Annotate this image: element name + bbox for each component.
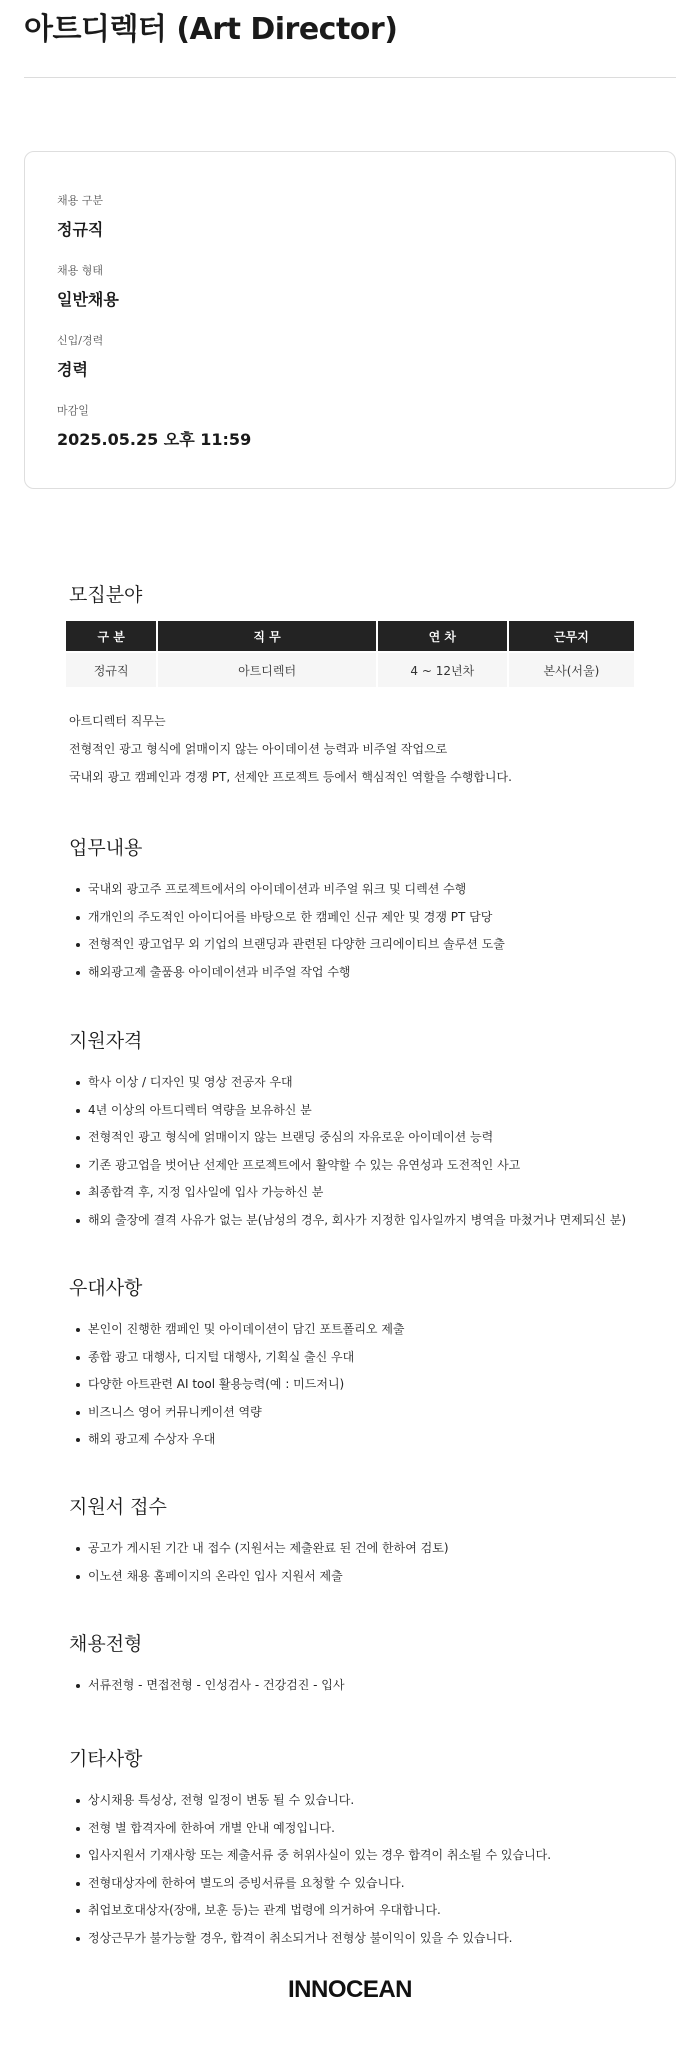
description-line: 전형적인 광고 형식에 얽매이지 않는 아이데이션 능력과 비주얼 작업으로 <box>69 742 448 756</box>
preferred-list <box>74 1316 405 1454</box>
summary-item-type <box>57 192 103 240</box>
table-cell: 본사(서울) <box>509 651 634 687</box>
list-item: 학사 이상 / 디자인 및 영상 전공자 우대 <box>74 1069 626 1097</box>
summary-item-deadline <box>57 402 251 450</box>
list-item: 종합 광고 대행사, 디지털 대행사, 기획실 출신 우대 <box>74 1344 405 1372</box>
duties-list <box>74 876 505 986</box>
description-line: 아트디렉터 직무는 <box>69 714 166 728</box>
summary-label: 신입/경력 <box>57 334 104 347</box>
summary-label: 마감일 <box>57 404 89 417</box>
list-item: 비즈니스 영어 커뮤니케이션 역량 <box>74 1399 405 1427</box>
title-divider <box>24 77 676 78</box>
innocean-logo: INNOCEAN <box>287 1976 412 2003</box>
list-item: 최종합격 후, 지정 입사일에 입사 가능하신 분 <box>74 1179 626 1207</box>
section-heading-recruit: 모집분야 <box>69 584 143 606</box>
application-list <box>74 1535 449 1590</box>
table-cell: 4 ~ 12년차 <box>378 651 507 687</box>
list-item: 공고가 게시된 기간 내 접수 (지원서는 제출완료 된 건에 한하여 검토) <box>74 1535 449 1563</box>
section-heading-notes: 기타사항 <box>69 1748 143 1770</box>
list-item: 이노션 채용 홈페이지의 온라인 입사 지원서 제출 <box>74 1563 449 1591</box>
table-header-cell: 연 차 <box>378 621 507 651</box>
qualifications-list <box>74 1069 626 1234</box>
list-item: 다양한 아트관련 AI tool 활용능력(예 : 미드저니) <box>74 1371 405 1399</box>
section-heading-preferred: 우대사항 <box>69 1277 143 1299</box>
list-item: 서류전형 - 면접전형 - 인성검사 - 건강검진 - 입사 <box>74 1672 345 1700</box>
summary-value: 일반채용 <box>57 290 119 309</box>
table-row <box>66 651 634 687</box>
summary-value: 정규직 <box>57 220 104 239</box>
job-summary-card <box>24 151 676 489</box>
recruit-table <box>64 621 636 687</box>
table-header-row <box>66 621 634 651</box>
table-header-cell: 근무지 <box>509 621 634 651</box>
recruit-description <box>69 707 512 791</box>
section-heading-application: 지원서 접수 <box>69 1496 167 1518</box>
summary-item-career <box>57 332 103 380</box>
section-heading-qualifications: 지원자격 <box>69 1030 143 1052</box>
list-item: 4년 이상의 아트디렉터 역량을 보유하신 분 <box>74 1097 626 1125</box>
list-item: 취업보호대상자(장애, 보훈 등)는 관계 법령에 의거하여 우대합니다. <box>74 1897 551 1925</box>
list-item: 해외 출장에 결격 사유가 없는 분(남성의 경우, 회사가 지정한 입사일까지 병역을 마쳤거나 면제되신 분) <box>74 1207 626 1235</box>
list-item: 전형적인 광고 형식에 얽매이지 않는 브랜딩 중심의 자유로운 아이데이션 능력 <box>74 1124 626 1152</box>
list-item: 전형대상자에 한하여 별도의 증빙서류를 요청할 수 있습니다. <box>74 1870 551 1898</box>
list-item: 해외 광고제 수상자 우대 <box>74 1426 405 1454</box>
description-line: 국내외 광고 캠페인과 경쟁 PT, 선제안 프로젝트 등에서 핵심적인 역할을 수행합니다. <box>69 770 512 784</box>
summary-item-form <box>57 262 119 310</box>
list-item: 기존 광고업을 벗어난 선제안 프로젝트에서 활약할 수 있는 유연성과 도전적인 사고 <box>74 1152 626 1180</box>
section-heading-duties: 업무내용 <box>69 837 143 859</box>
table-header-cell: 구 분 <box>66 621 156 651</box>
list-item: 개개인의 주도적인 아이디어를 바탕으로 한 캠페인 신규 제안 및 경쟁 PT 담당 <box>74 904 505 932</box>
process-list <box>74 1672 345 1700</box>
summary-label: 채용 구분 <box>57 194 104 207</box>
table-header-cell: 직 무 <box>158 621 375 651</box>
summary-value: 경력 <box>57 360 88 379</box>
summary-label: 채용 형태 <box>57 264 104 277</box>
list-item: 국내외 광고주 프로젝트에서의 아이데이션과 비주얼 워크 및 디렉션 수행 <box>74 876 505 904</box>
summary-value: 2025.05.25 오후 11:59 <box>57 430 252 449</box>
page-title: 아트디렉터 (Art Director) <box>24 12 398 47</box>
table-cell: 정규직 <box>66 651 156 687</box>
list-item: 전형적인 광고업무 외 기업의 브랜딩과 관련된 다양한 크리에이티브 솔루션 도출 <box>74 931 505 959</box>
list-item: 해외광고제 출품용 아이데이션과 비주얼 작업 수행 <box>74 959 505 987</box>
list-item: 상시채용 특성상, 전형 일정이 변동 될 수 있습니다. <box>74 1787 551 1815</box>
list-item: 입사지원서 기재사항 또는 제출서류 중 허위사실이 있는 경우 합격이 취소될 수 있습니다. <box>74 1842 551 1870</box>
notes-list <box>74 1787 551 1952</box>
list-item: 본인이 진행한 캠페인 및 아이데이션이 담긴 포트폴리오 제출 <box>74 1316 405 1344</box>
table-cell: 아트디렉터 <box>158 651 375 687</box>
list-item: 전형 별 합격자에 한하여 개별 안내 예정입니다. <box>74 1815 551 1843</box>
list-item: 정상근무가 불가능할 경우, 합격이 취소되거나 전형상 불이익이 있을 수 있습니다. <box>74 1925 551 1953</box>
section-heading-process: 채용전형 <box>69 1633 143 1655</box>
